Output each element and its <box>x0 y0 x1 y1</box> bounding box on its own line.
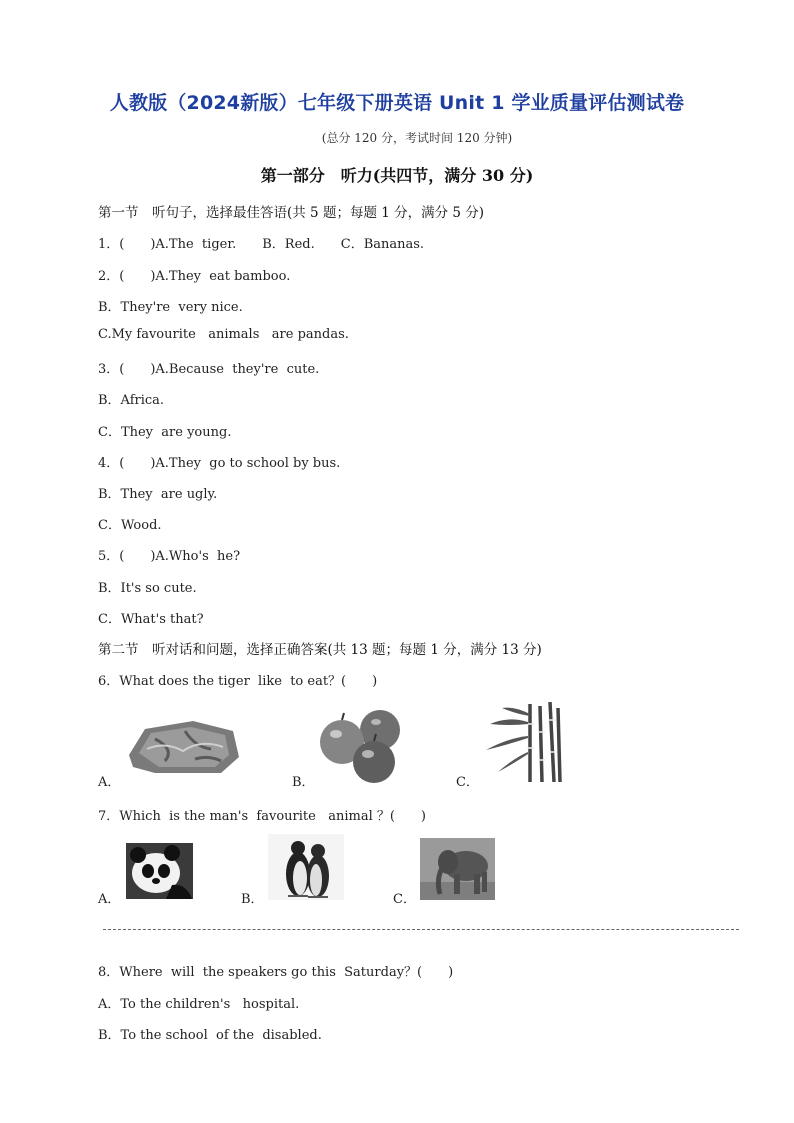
question-8-option-b: B．To the school of the disabled. <box>98 1028 322 1043</box>
page-subtitle: (总分 120 分，考试时间 120 分钟) <box>321 131 513 145</box>
bamboo-image <box>484 702 564 782</box>
question-3-option-b: B．Africa. <box>98 393 165 408</box>
question-2: 2．( )A.They eat bamboo. <box>98 269 291 284</box>
page-divider <box>103 929 739 930</box>
section-2-heading: 第二节 听对话和问题，选择正确答案(共 13 题；每题 1 分，满分 13 分) <box>98 642 542 658</box>
question-4: 4．( )A.They go to school by bus. <box>98 456 341 471</box>
question-3: 3．( )A.Because they're cute. <box>98 362 320 377</box>
question-7: 7．Which is the man's favourite animal ？( ) <box>98 809 427 824</box>
penguin-image <box>268 834 344 900</box>
meat-image <box>125 719 241 775</box>
question-5: 5．( )A.Who's he? <box>98 549 241 564</box>
question-1: 1．( )A.The tiger. B．Red. C．Bananas. <box>98 237 425 252</box>
question-5-option-b: B．It's so cute. <box>98 581 197 596</box>
question-4-option-b: B．They are ugly. <box>98 487 218 502</box>
question-4-option-c: C．Wood. <box>98 518 162 533</box>
section-1-heading: 第一节 听句子，选择最佳答语(共 5 题；每题 1 分，满分 5 分) <box>98 205 485 221</box>
q6-option-a-label: A． <box>98 775 121 790</box>
question-8: 8．Where will the speakers go this Saturday？( ) <box>98 965 454 980</box>
question-2-option-c: C.My favourite animals are pandas. <box>98 327 349 342</box>
panda-image <box>126 843 193 899</box>
elephant-image <box>420 838 495 900</box>
part-title: 第一部分 听力(共四节，满分 30 分) <box>260 166 534 185</box>
page-title: 人教版（2024新版）七年级下册英语 Unit 1 学业质量评估测试卷 <box>109 92 685 114</box>
q6-option-c-label: C． <box>456 775 479 790</box>
question-2-option-b: B．They're very nice. <box>98 300 243 315</box>
question-5-option-c: C．What's that? <box>98 612 204 627</box>
question-6: 6．What does the tiger like to eat？( ) <box>98 674 378 689</box>
question-8-option-a: A．To the children's hospital. <box>98 997 300 1012</box>
q6-option-b-label: B． <box>292 775 315 790</box>
question-3-option-c: C．They are young. <box>98 425 232 440</box>
q7-option-a-label: A． <box>98 892 121 907</box>
q7-option-c-label: C． <box>393 892 416 907</box>
q7-option-b-label: B． <box>241 892 264 907</box>
apples-image <box>318 708 410 783</box>
